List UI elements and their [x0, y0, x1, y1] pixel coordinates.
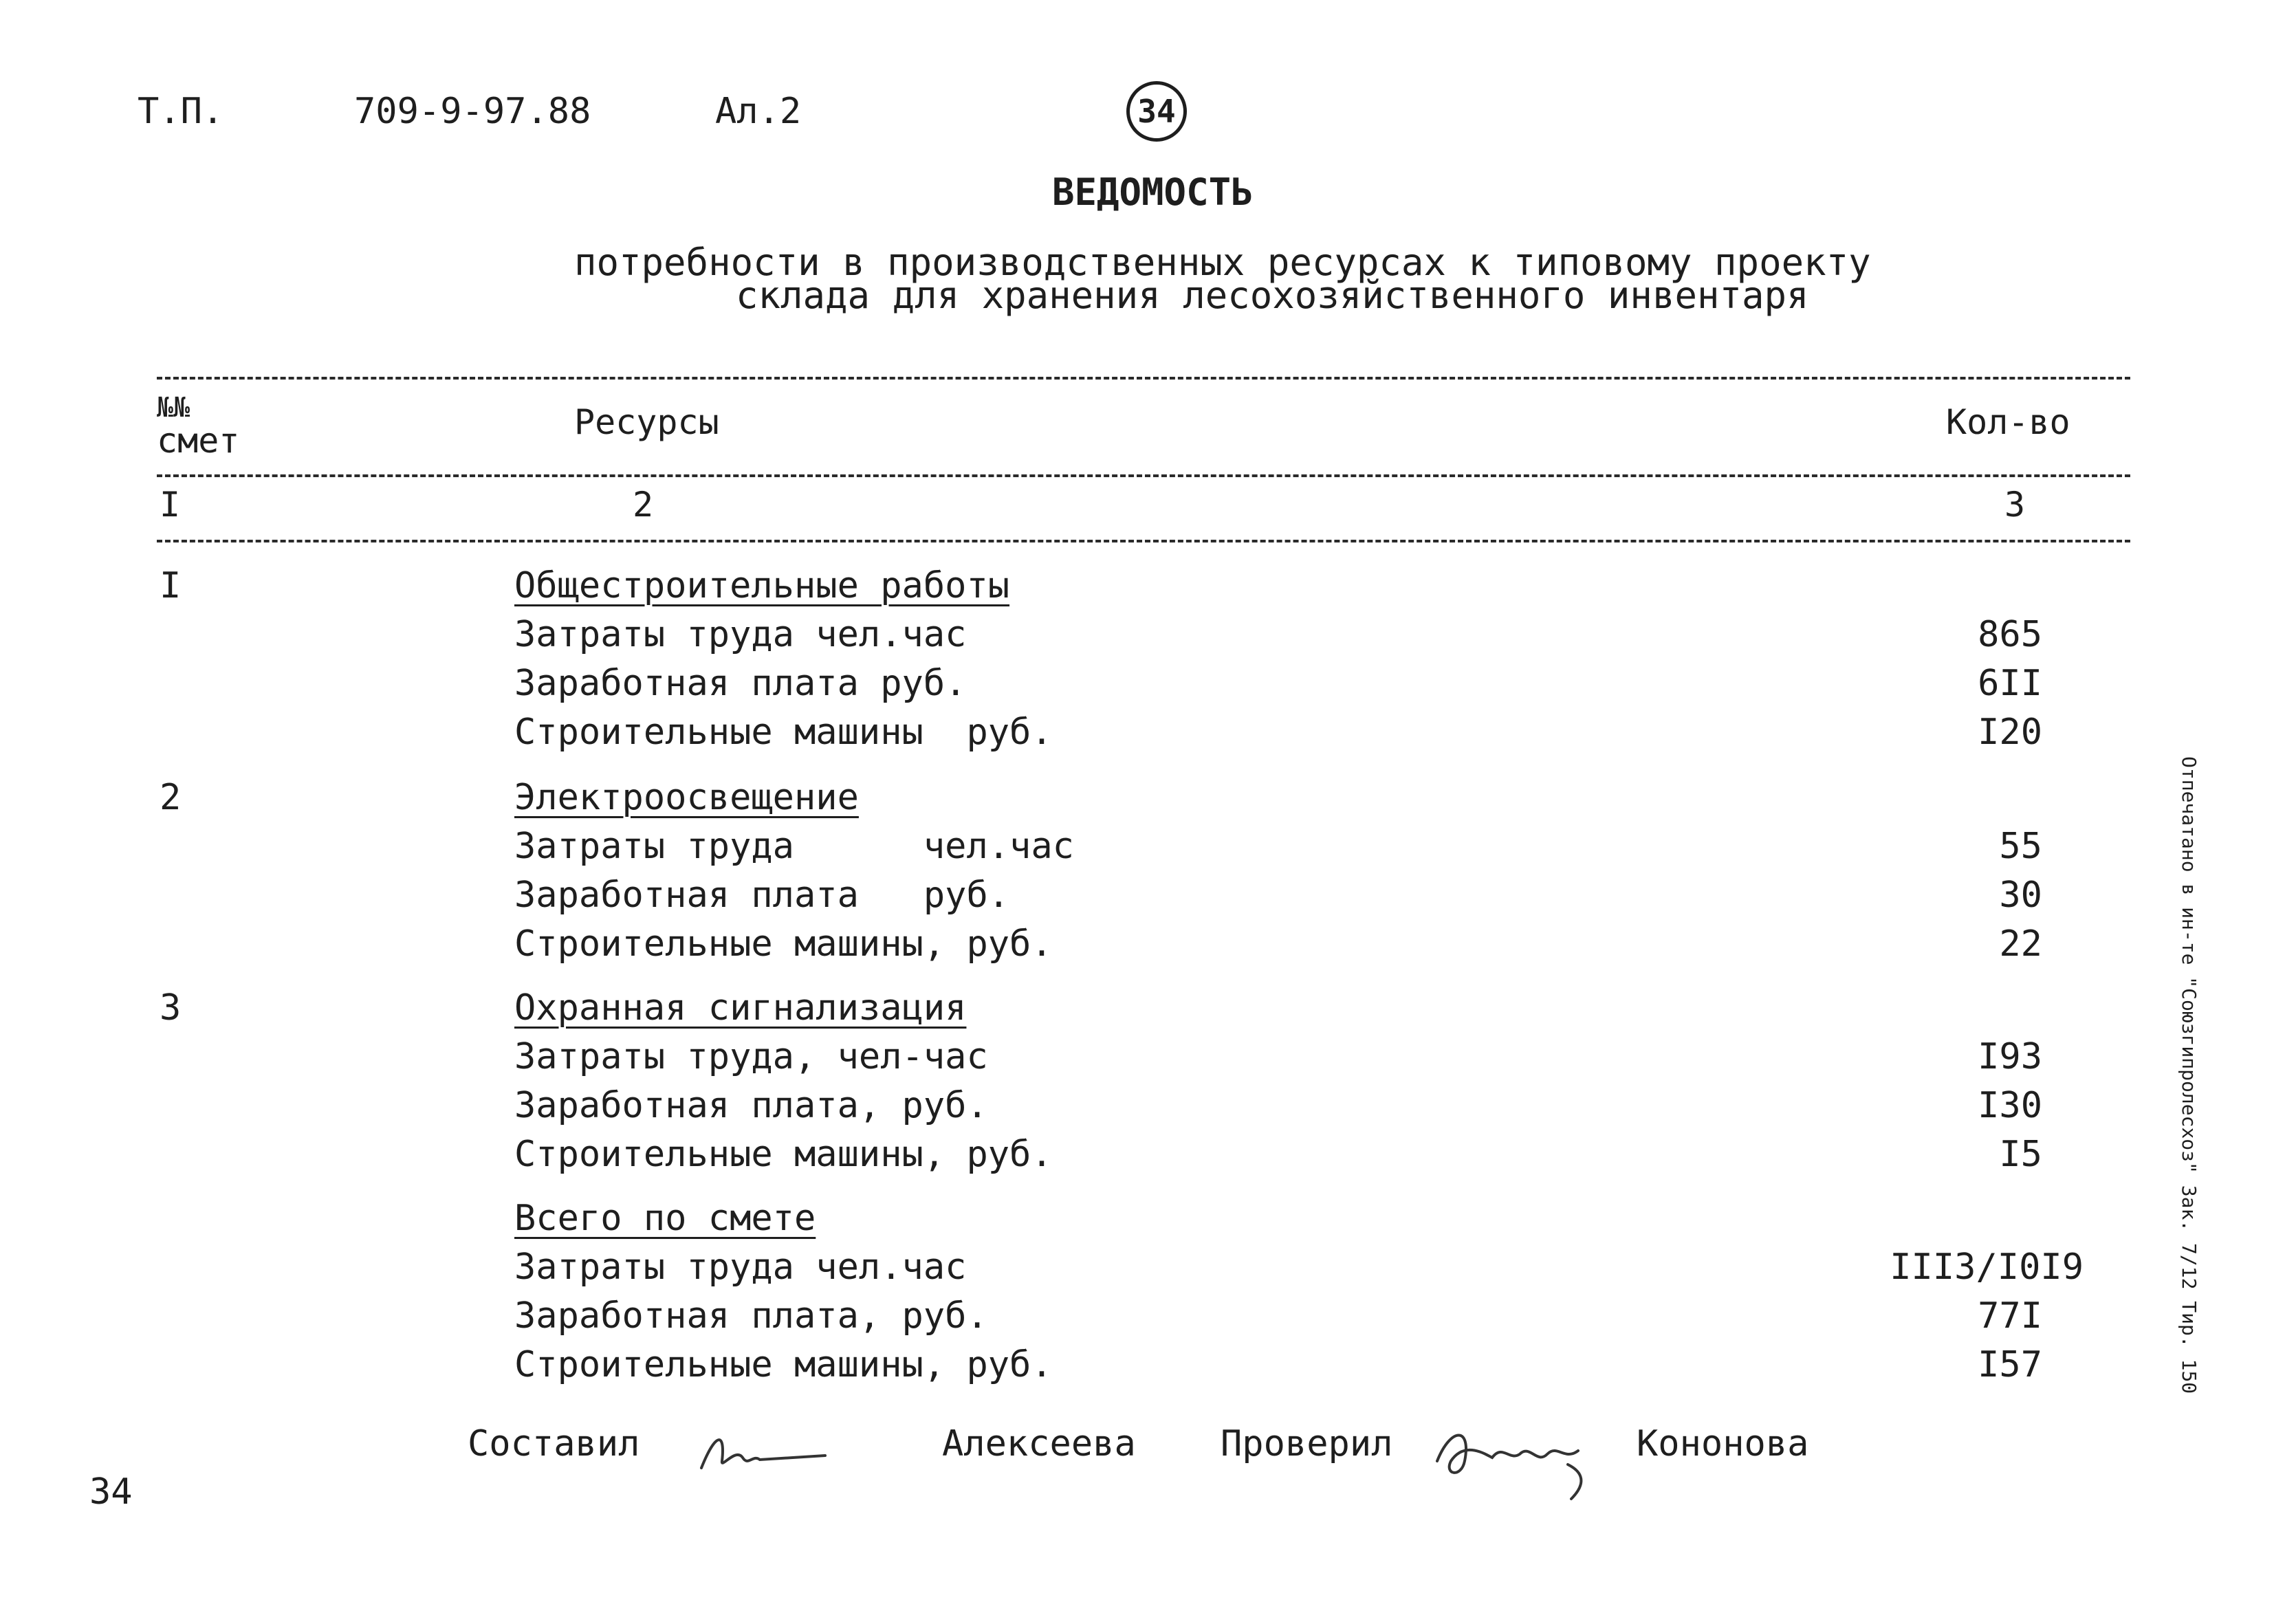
header-bottom-rule	[157, 540, 2130, 542]
item-value: I5	[1999, 1134, 2042, 1175]
section-title: Электроосвещение	[514, 777, 859, 818]
item-value: III3/I0I9	[1890, 1247, 2084, 1288]
document-number: 709-9-97.88	[354, 91, 591, 132]
subtitle-line-1: потребности в производственных ресурсах к типовому проекту	[574, 241, 1871, 284]
item-value: 865	[1978, 614, 2042, 655]
section-title: Общестроительные работы	[514, 565, 1010, 606]
section-number: 2	[160, 777, 182, 818]
item-value: 22	[1999, 923, 2042, 965]
item-value: I20	[1978, 712, 2042, 753]
section-number: 3	[160, 987, 182, 1029]
col-header-estimate-line1: №№	[157, 392, 190, 424]
item-label: Затраты труда, чел-час	[514, 1036, 988, 1077]
item-label: Затраты труда чел.час	[514, 614, 967, 655]
album-number: Ал.2	[715, 91, 802, 132]
item-value: 55	[1999, 826, 2042, 867]
col-header-qty: Кол-во	[1946, 402, 2070, 442]
col-number-2: 2	[633, 485, 654, 525]
item-value: I93	[1978, 1036, 2042, 1077]
page-number-circle-text: 34	[1137, 93, 1176, 130]
checked-signature	[1423, 1413, 1595, 1509]
item-value: 6II	[1978, 663, 2042, 704]
col-number-1: I	[160, 485, 181, 525]
compiled-signature	[695, 1420, 832, 1482]
totals-title: Всего по смете	[514, 1198, 816, 1239]
table-top-rule	[157, 377, 2130, 380]
item-value: I57	[1978, 1344, 2042, 1385]
checked-name: Кононова	[1637, 1423, 1809, 1464]
print-stamp: Отпечатано в ин-те "Союзгипролесхоз" Зак. 7/12 Тир. 150	[2178, 756, 2200, 1394]
item-label: Строительные машины, руб.	[514, 923, 1053, 965]
col-number-3: 3	[2004, 485, 2026, 525]
item-label: Строительные машины, руб.	[514, 1134, 1053, 1175]
item-label: Заработная плата руб.	[514, 663, 967, 704]
compiled-name: Алексеева	[942, 1423, 1136, 1464]
document-title: ВЕДОМОСТЬ	[1052, 171, 1254, 214]
item-label: Затраты труда чел.час	[514, 826, 1074, 867]
section-number: I	[160, 565, 182, 606]
footer-page-number: 34	[89, 1471, 133, 1513]
subtitle-line-2: склада для хранения лесохозяйственного инвентаря	[736, 274, 1809, 317]
page-number-circle	[1126, 81, 1187, 142]
item-label: Заработная плата, руб.	[514, 1085, 988, 1126]
item-label: Затраты труда чел.час	[514, 1247, 967, 1288]
item-value: 30	[1999, 875, 2042, 916]
col-header-resources: Ресурсы	[574, 402, 719, 442]
type-project-label: Т.П.	[138, 91, 224, 132]
section-title: Охранная сигнализация	[514, 987, 967, 1029]
item-label: Строительные машины руб.	[514, 712, 1053, 753]
header-mid-rule	[157, 474, 2130, 477]
item-label: Заработная плата, руб.	[514, 1295, 988, 1337]
item-value: 77I	[1978, 1295, 2042, 1337]
col-header-estimate-line2: смет	[157, 421, 240, 461]
checked-label: Проверил	[1221, 1423, 1393, 1464]
item-label: Строительные машины, руб.	[514, 1344, 1053, 1385]
compiled-label: Составил	[468, 1423, 640, 1464]
item-value: I30	[1978, 1085, 2042, 1126]
item-label: Заработная плата руб.	[514, 875, 1010, 916]
